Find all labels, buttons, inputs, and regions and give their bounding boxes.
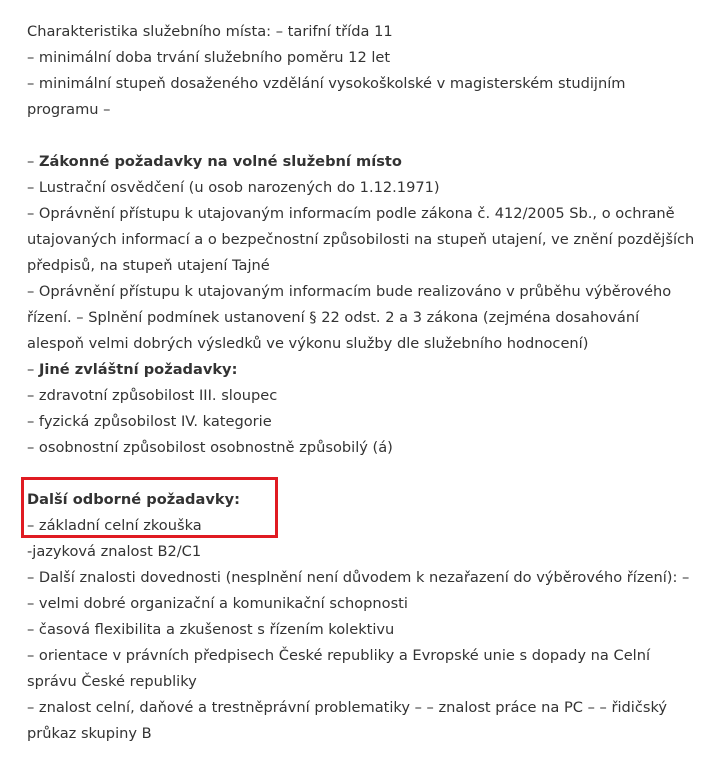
text-line: průkaz skupiny B: [27, 725, 152, 742]
text-line: – Lustrační osvědčení (u osob narozených do 1.12.1971): [27, 179, 440, 196]
section-heading-jine: [27, 357, 707, 383]
text-line: – velmi dobré organizační a komunikační schopnosti: [27, 595, 408, 612]
text-line: alespoň velmi dobrých výsledků ve výkonu služby dle služebního hodnocení): [27, 335, 589, 352]
dash-prefix: –: [27, 361, 39, 378]
text-line: – minimální doba trvání služebního poměru 12 let: [27, 49, 391, 66]
text-line: -jazyková znalost B2/C1: [27, 543, 202, 560]
text-line: – znalost celní, daňové a trestněprávní problematiky – – znalost práce na PC – – řidičský: [27, 699, 668, 716]
text-line: Charakteristika služebního místa: – tarifní třída 11: [27, 23, 393, 40]
text-line: – fyzická způsobilost IV. kategorie: [27, 413, 272, 430]
text-line: předpisů, na stupeň utajení Tajné: [27, 257, 270, 274]
heading-text: Zákonné požadavky na volné služební místo: [38, 153, 402, 170]
section-heading-dalsi: Další odborné požadavky:: [27, 491, 240, 508]
text-line: – zdravotní způsobilost III. sloupec: [27, 387, 278, 404]
text-line: – minimální stupeň dosaženého vzdělání vysokoškolské v magisterském studijním: [27, 75, 626, 92]
dash-prefix: –: [27, 153, 39, 170]
blank-line: [27, 123, 707, 149]
highlight-box: [21, 477, 278, 538]
heading-text: Jiné zvláštní požadavky:: [38, 361, 238, 378]
text-line: – časová flexibilita a zkušenost s řízením kolektivu: [27, 621, 395, 638]
text-line: – osobnostní způsobilost osobnostně způsobilý (á): [27, 439, 393, 456]
text-line: – Oprávnění přístupu k utajovaným informacím bude realizováno v průběhu výběrového: [27, 283, 672, 300]
section-heading-zakonne: [27, 149, 707, 175]
document-body: [27, 19, 707, 747]
text-line: – Další znalosti dovednosti (nesplnění není důvodem k nezařazení do výběrového řízení): –: [27, 569, 690, 586]
text-line: – Oprávnění přístupu k utajovaným informacím podle zákona č. 412/2005 Sb., o ochraně: [27, 205, 675, 222]
text-line: správu České republiky: [27, 673, 197, 690]
text-line: programu –: [27, 101, 111, 118]
text-line: – orientace v právních předpisech České republiky a Evropské unie s dopady na Celní: [27, 647, 651, 664]
text-line: utajovaných informací a o bezpečnostní způsobilosti na stupeň utajení, ve znění pozdějších: [27, 231, 695, 248]
text-line: řízení. – Splnění podmínek ustanovení § 22 odst. 2 a 3 zákona (zejména dosahování: [27, 309, 640, 326]
text-line: – základní celní zkouška: [27, 517, 202, 534]
